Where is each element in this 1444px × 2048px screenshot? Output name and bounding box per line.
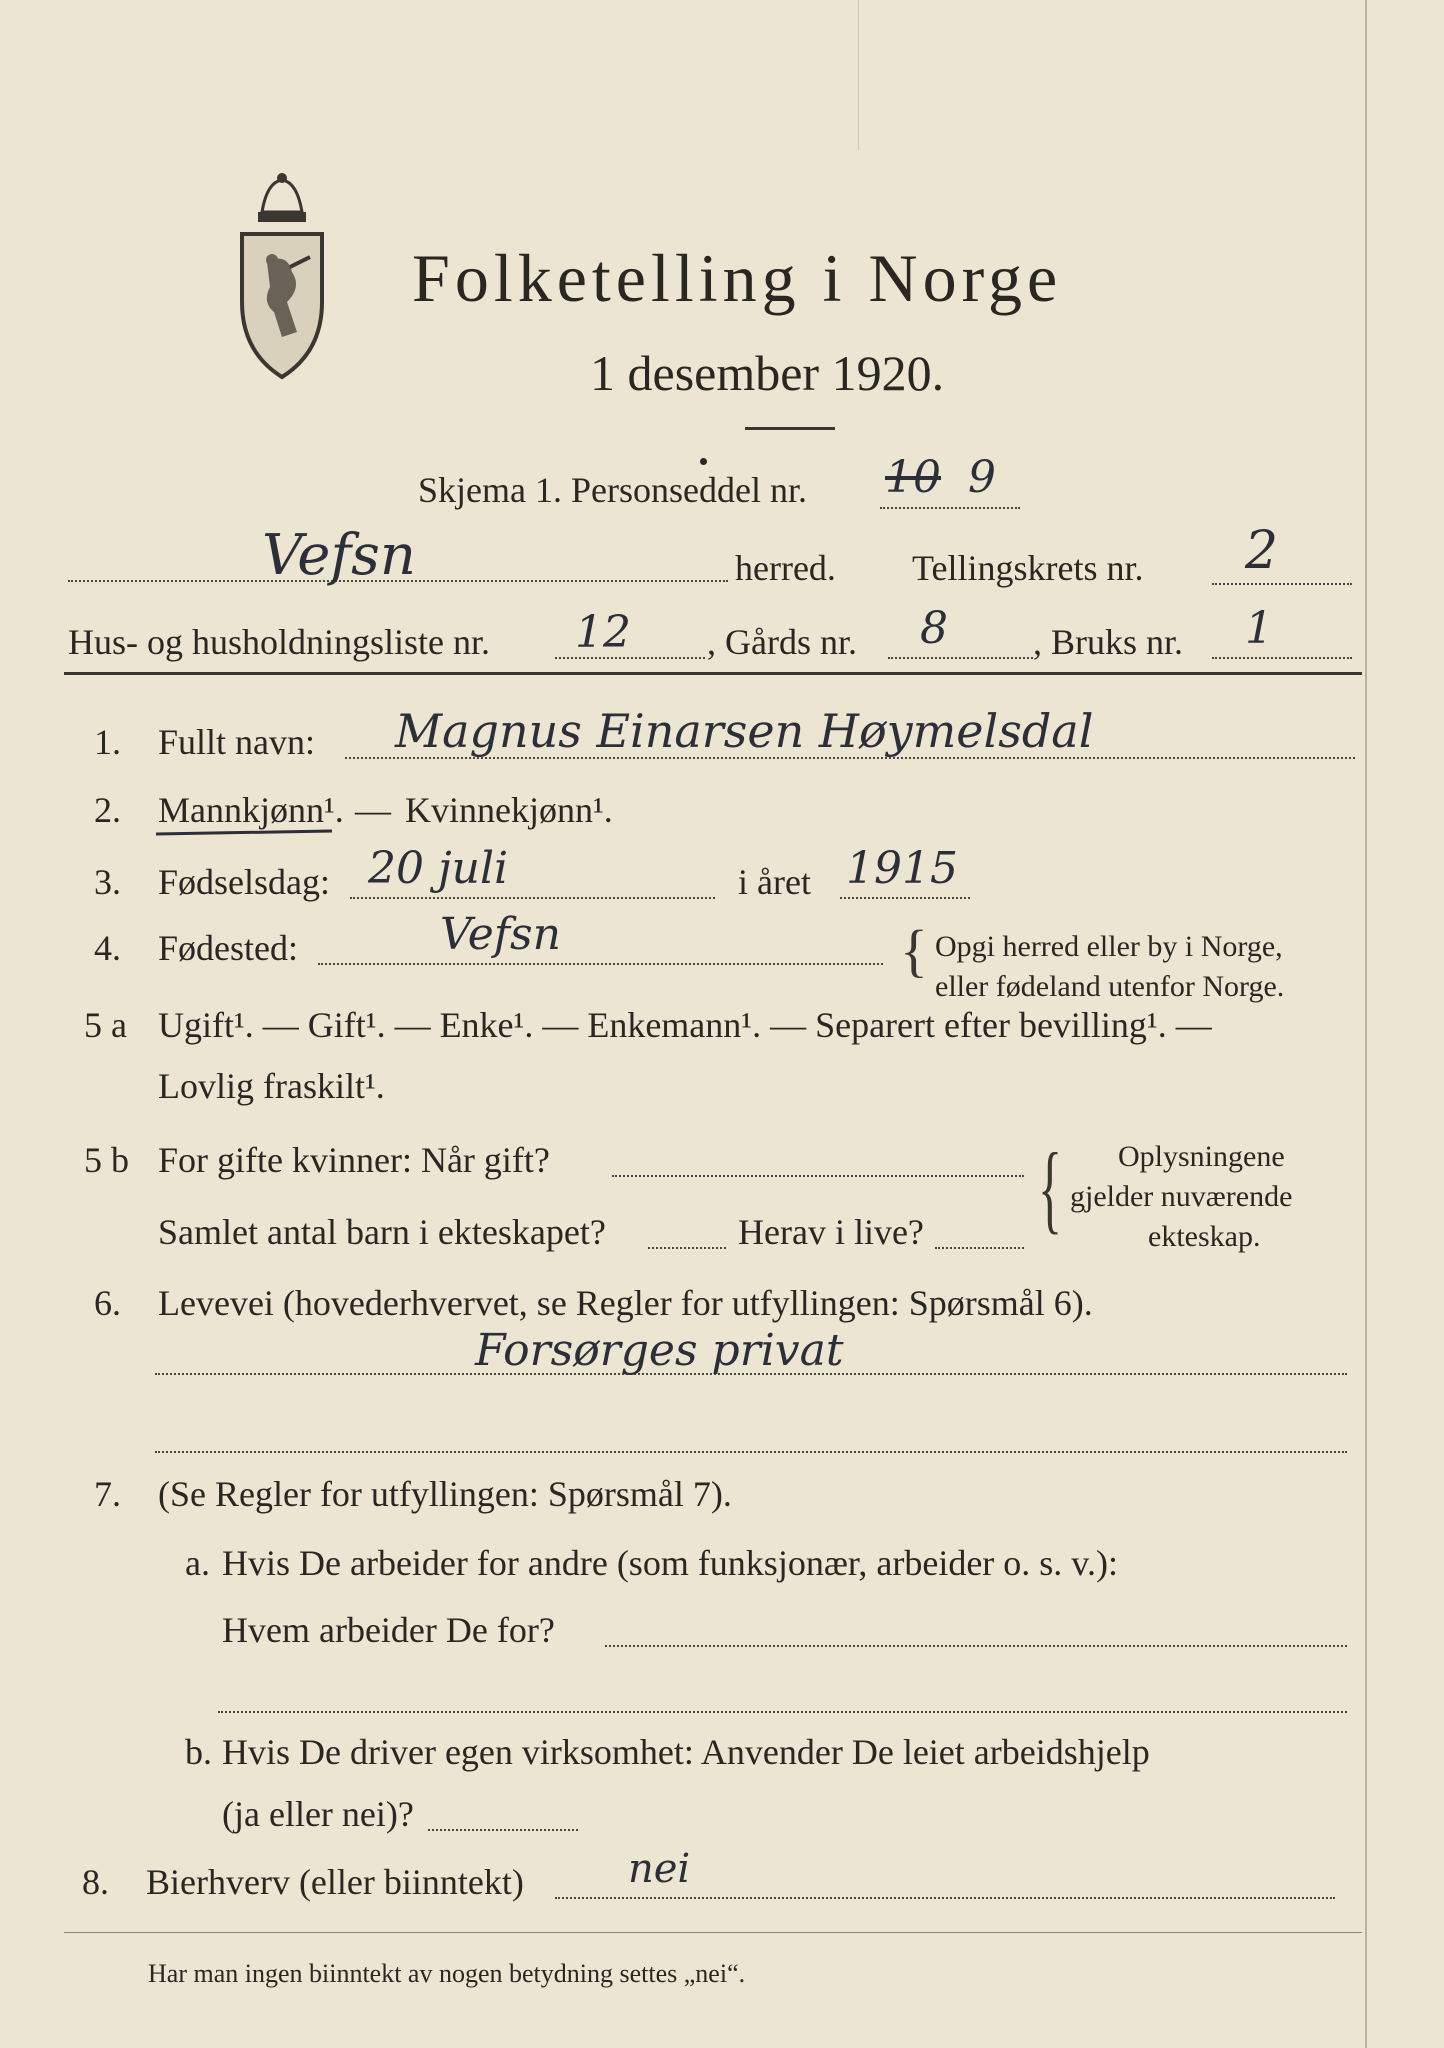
tellingskrets-value: 2 [1245,521,1279,581]
q2-male-option: Mannkjønn¹. [158,790,344,830]
form-id-value: 9 [968,452,996,503]
q5b-note-line1: Oplysningene [1118,1140,1285,1173]
q3-day-dotline [350,897,715,899]
q8-number: 8. [82,1862,109,1902]
q5a-number: 5 a [84,1005,127,1045]
bruks-label: , Bruks nr. [1033,622,1184,662]
q5b-barn-dotline [648,1247,726,1249]
q7a-letter: a. [185,1543,210,1583]
q4-answer: Vefsn [440,909,561,960]
q7a-dotline1 [605,1645,1347,1647]
q7-number: 7. [94,1474,121,1514]
q5b-number: 5 b [84,1140,129,1180]
q4-note-line2: eller fødeland utenfor Norge. [935,970,1285,1003]
q5b-line2b: Herav i live? [738,1212,924,1252]
ink-dot [700,458,707,465]
header-rule [64,672,1362,675]
q2-female-option: Kvinnekjønn¹. [405,790,613,830]
q8-answer: nei [628,1846,691,1892]
bruks-value: 1 [1245,603,1273,654]
herred-value: Vefsn [262,523,416,588]
census-date: 1 desember 1920. [590,345,945,401]
form-title: Folketelling i Norge [412,240,1063,316]
herred-label: herred. [735,548,836,588]
q4-dotline [318,963,883,965]
q2-separator: — [355,790,391,830]
q6-answer: Forsørges privat [475,1325,844,1376]
q6-number: 6. [94,1283,121,1323]
tellingskrets-dotline [1212,583,1352,585]
q3-number: 3. [94,862,121,902]
footnote-rule [64,1932,1362,1933]
coat-of-arms-icon [232,172,332,382]
q5b-naar-gift-dotline [612,1175,1024,1177]
q5b-note-brace: { [1038,1132,1062,1243]
q5a-options-line2: Lovlig fraskilt¹. [158,1066,385,1106]
q3-year-dotline [840,897,970,899]
q3-year-label: i året [738,862,811,902]
q5b-i-live-dotline [935,1247,1024,1249]
q4-label: Fødested: [158,928,298,968]
q5b-note-line3: ekteskap. [1148,1220,1261,1253]
title-divider [745,427,835,430]
q7a-line2: Hvem arbeider De for? [222,1610,555,1650]
form-id-label: Skjema 1. Personseddel nr. [418,470,807,510]
husholdningsliste-label: Hus- og husholdningsliste nr. [68,622,491,662]
q6-label: Levevei (hovederhvervet, se Regler for utfyllingen: Spørsmål 6). [158,1283,1093,1323]
q4-note-brace: { [900,918,928,983]
q5a-options-line1: Ugift¹. — Gift¹. — Enke¹. — Enkemann¹. — Separert efter bevilling¹. — [158,1005,1212,1045]
q4-note-line1: Opgi herred eller by i Norge, [935,930,1283,963]
bruks-dotline [1212,657,1352,659]
q7b-letter: b. [185,1732,212,1772]
q1-label: Fullt navn: [158,722,316,762]
q8-label: Bierhverv (eller biinntekt) [146,1862,524,1902]
q7a-line1: Hvis De arbeider for andre (som funksjonær, arbeider o. s. v.): [222,1543,1118,1583]
q4-number: 4. [94,928,121,968]
q3-label: Fødselsdag: [158,862,331,902]
q7a-dotline2 [218,1711,1347,1713]
q8-dotline [555,1897,1335,1899]
q1-number: 1. [94,722,121,762]
q3-answer-day: 20 juli [368,843,509,894]
footnote: Har man ingen biinntekt av nogen betydning settes „nei“. [148,1959,746,1988]
form-id-dotline [880,507,1020,509]
q5b-note-line2: gjelder nuværende [1070,1180,1293,1213]
q3-answer-year: 1915 [846,843,958,894]
q2-male-underline [156,829,332,835]
q1-answer: Magnus Einarsen Høymelsdal [395,704,1094,758]
q7-label: (Se Regler for utfyllingen: Spørsmål 7). [158,1474,732,1514]
q7b-line2: (ja eller nei)? [222,1794,414,1834]
q2-number: 2. [94,790,121,830]
fold-line [858,0,859,150]
gards-label: , Gårds nr. [707,622,857,662]
gards-dotline [888,657,1033,659]
tellingskrets-label: Tellingskrets nr. [912,548,1144,588]
gards-value: 8 [920,603,948,654]
q5b-line1: For gifte kvinner: Når gift? [158,1140,550,1180]
form-id-struck-number: 10 [885,452,941,503]
q6-dotline2 [155,1451,1347,1453]
husholdningsliste-value: 12 [575,607,631,658]
q7b-dotline [428,1829,578,1831]
q5b-line2a: Samlet antal barn i ekteskapet? [158,1212,606,1252]
q7b-line1: Hvis De driver egen virksomhet: Anvender De leiet arbeidshjelp [222,1732,1150,1772]
right-border-line [1365,0,1367,2048]
